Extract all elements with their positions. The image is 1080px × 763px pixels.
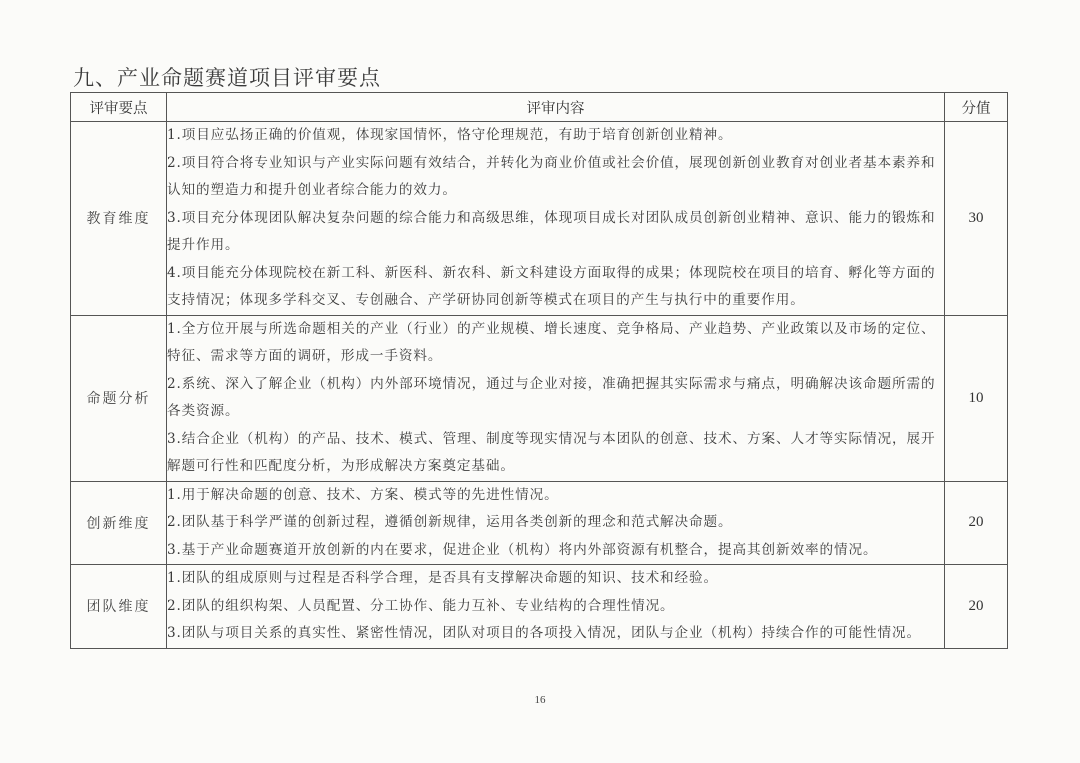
header-point: 评审要点 (71, 93, 167, 122)
page-number: 16 (534, 694, 546, 706)
header-score: 分值 (945, 93, 1008, 122)
row-point: 创新维度 (71, 481, 167, 565)
table-header-row (71, 93, 1008, 122)
row-score: 30 (945, 122, 1008, 316)
content-item: 2.团队基于科学严谨的创新过程，遵循创新规律，运用各类创新的理念和范式解决命题。 (167, 514, 733, 530)
row-point: 团队维度 (71, 565, 167, 649)
row-point: 教育维度 (71, 122, 167, 316)
table-row (71, 565, 1008, 649)
row-content (167, 315, 945, 481)
content-item: 3.项目充分体现团队解决复杂问题的综合能力和高级思维，体现项目成长对团队成员创新创业精神、意识、能力的锻炼和提升作用。 (167, 209, 936, 253)
content-item: 1.团队的组成原则与过程是否科学合理，是否具有支撑解决命题的知识、技术和经验。 (167, 570, 719, 586)
row-content (167, 565, 945, 649)
row-content (167, 481, 945, 565)
row-score: 20 (945, 481, 1008, 565)
content-item: 2.项目符合将专业知识与产业实际问题有效结合，并转化为商业价值或社会价值，展现创新创业教育对创业者基本素养和认知的塑造力和提升创业者综合能力的效力。 (167, 154, 936, 198)
header-content: 评审内容 (167, 93, 945, 122)
content-item: 2.团队的组织构架、人员配置、分工协作、能力互补、专业结构的合理性情况。 (167, 597, 675, 614)
row-score: 20 (945, 565, 1008, 649)
content-item: 1.全方位开展与所选命题相关的产业（行业）的产业规模、增长速度、竞争格局、产业趋势、产业政策以及市场的定位、特征、需求等方面的调研，形成一手资料。 (167, 320, 936, 364)
row-score: 10 (945, 315, 1008, 481)
content-item: 4.项目能充分体现院校在新工科、新医科、新农科、新文科建设方面取得的成果；体现院校在项目的培育、孵化等方面的支持情况；体现多学科交叉、专创融合、产学研协同创新等模式在项目的产生与执行中的重要作用。 (167, 264, 936, 308)
row-content (167, 122, 945, 316)
row-point: 命题分析 (71, 315, 167, 481)
section-title: 九、产业命题赛道项目评审要点 (73, 66, 381, 90)
table-row (71, 315, 1008, 481)
content-item: 3.基于产业命题赛道开放创新的内在要求，促进企业（机构）将内外部资源有机整合，提高其创新效率的情况。 (167, 541, 878, 558)
evaluation-table (70, 92, 1008, 649)
content-item: 2.系统、深入了解企业（机构）内外部环境情况，通过与企业对接，准确把握其实际需求与痛点，明确解决该命题所需的各类资源。 (167, 375, 936, 419)
table-row (71, 122, 1008, 316)
content-item: 3.团队与项目关系的真实性、紧密性情况，团队对项目的各项投入情况，团队与企业（机构）持续合作的可能性情况。 (167, 625, 921, 641)
content-item: 1.项目应弘扬正确的价值观，体现家国情怀，恪守伦理规范，有助于培育创新创业精神。 (167, 127, 733, 143)
content-item: 1.用于解决命题的创意、技术、方案、模式等的先进性情况。 (167, 486, 559, 503)
table-row (71, 481, 1008, 565)
content-item: 3.结合企业（机构）的产品、技术、模式、管理、制度等现实情况与本团队的创意、技术、方案、人才等实际情况，展开解题可行性和匹配度分析，为形成解决方案奠定基础。 (167, 430, 936, 474)
